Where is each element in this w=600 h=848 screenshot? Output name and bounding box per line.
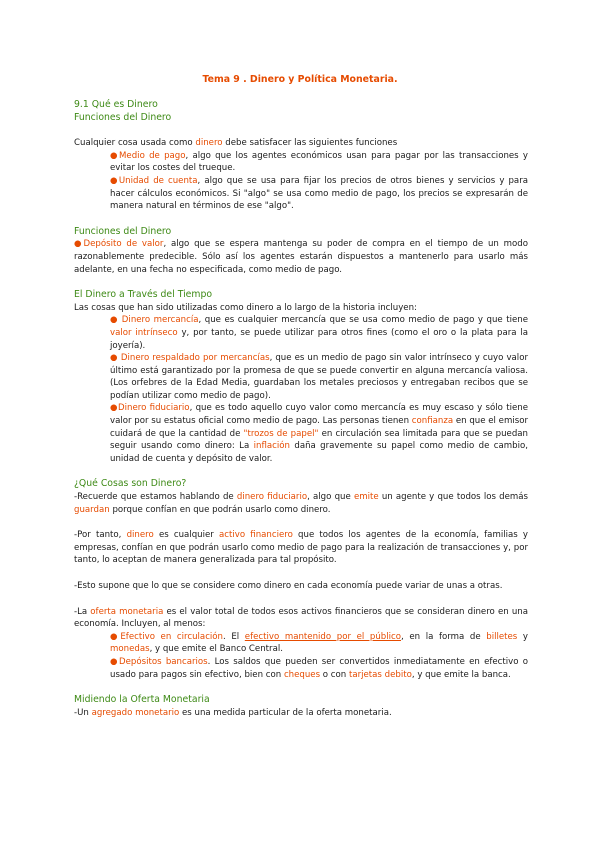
bullet-efectivo: ●Efectivo en circulación. El efectivo mantenido por el público, en la forma de billetes y monedas, y que emite el Banco Central.	[110, 631, 528, 655]
subheading-midiendo: Midiendo la Oferta Monetaria	[74, 694, 210, 706]
paragraph: -La oferta monetaria es el valor total de todos esos activos financieros que se consideran dinero en una economía. Incluyen, al menos:	[74, 606, 528, 630]
bullet-dinero-fiduciario: ●Dinero fiduciario, que es todo aquello cuyo valor como mercancía es muy escaso y sólo tiene valor por su estatus oficial como medio de pago. Las personas tienen confianza en que el emisor cuidará de que la cantidad de "trozos de papel" en circulación sea limitada para que se puedan seguir usando como dinero: La inflación daña gravemente su papel como medio de cambio, unidad de cuenta y depósito de valor.	[110, 403, 529, 464]
bullet-unidad-de-cuenta: ●Unidad de cuenta, algo que se usa para fijar los precios de otros bienes y servicios y para hacer cálculos económicos. Si "algo" se usa como medio de pago, los precios se expresarán de manera natural en términos de ese "algo".	[110, 175, 529, 212]
subheading-funciones: Funciones del Dinero	[74, 111, 172, 123]
subheading-que-cosas: ¿Qué Cosas son Dinero?	[74, 478, 187, 490]
subheading-historia: El Dinero a Través del Tiempo	[74, 289, 213, 301]
bullet-dinero-respaldado: ● Dinero respaldado por mercancías, que es un medio de pago sin valor intrínseco y cuyo valor último está garantizado por la promesa de que se puede convertir en alguna mercancía valiosa. (Los orfebres de la Edad Media, guardaban los metales preciosos y entregaban recibos que se podían utilizar como medio de pago).	[110, 353, 528, 401]
paragraph: -Recuerde que estamos hablando de dinero fiduciario, algo que emite un agente y que todos los demás guardan porque confían en que podrán usarlo como dinero.	[74, 492, 528, 515]
document-body	[74, 99, 528, 719]
paragraph: -Por tanto, dinero es cualquier activo financiero que todos los agentes de la economía, familias y empresas, confían en que podrán usarlo como medio de pago para la realización de transacciones y, por tanto, lo aceptan de manera generalizada para tal propósito.	[74, 530, 528, 566]
subheading-funciones-2: Funciones del Dinero	[74, 225, 172, 237]
bullet-deposito-de-valor: ●Depósito de valor, algo que se espera mantenga su poder de compra en el tiempo de un modo razonablemente predecible. Sólo así los agentes estarán dispuestos a mantenerlo para usarlo más adelante, en una fecha no especificada, como medio de pago.	[74, 239, 528, 275]
bullet-medio-de-pago: ●Medio de pago, algo que los agentes económicos usan para pagar por las transacciones y evitar los costes del trueque.	[110, 150, 528, 174]
paragraph: Cualquier cosa usada como dinero debe satisfacer las siguientes funciones	[74, 138, 398, 149]
paragraph: -Esto supone que lo que se considere como dinero en cada economía puede variar de unas a otras.	[74, 581, 503, 591]
bullet-depositos-bancarios: ●Depósitos bancarios. Los saldos que pueden ser convertidos inmediatamente en efectivo o usado para pagos sin efectivo, bien con cheques o con tarjetas debito, y que emite la banca.	[110, 656, 528, 680]
paragraph: -Un agregado monetario es una medida particular de la oferta monetaria.	[74, 707, 392, 718]
bullet-dinero-mercancia: ● Dinero mercancía, que es cualquier mercancía que se usa como medio de pago y que tiene valor intrínseco y, por tanto, se puede utilizar para otros fines (como el oro o la plata para la joyería).	[110, 315, 528, 351]
document-title: Tema 9 . Dinero y Política Monetaria.	[202, 74, 398, 85]
section-heading-que-es-dinero: 9.1 Qué es Dinero	[74, 99, 158, 110]
paragraph: Las cosas que han sido utilizadas como dinero a lo largo de la historia incluyen:	[74, 302, 417, 313]
